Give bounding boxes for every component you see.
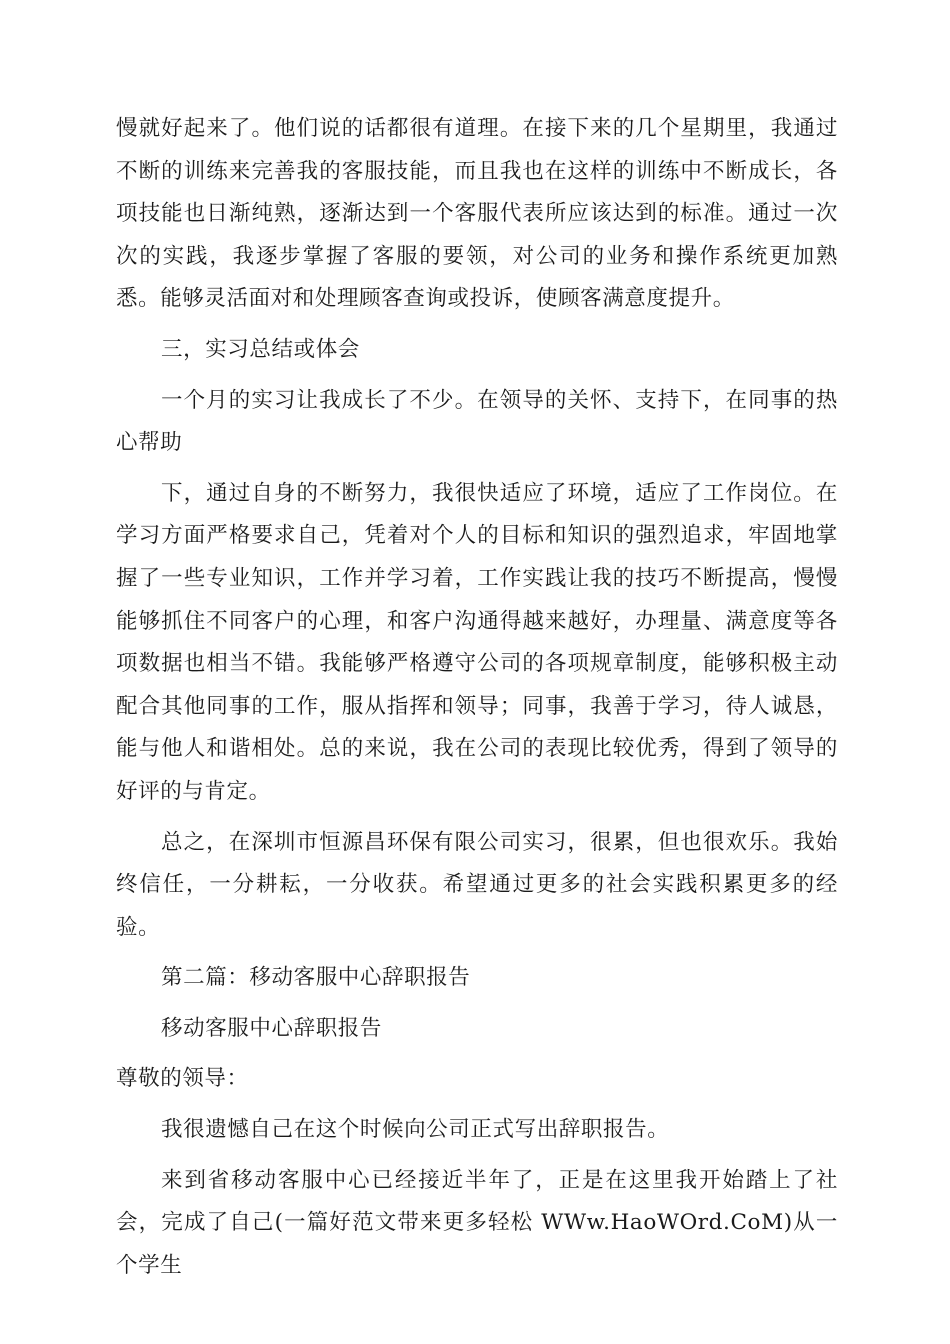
section-heading-part-two: 第二篇：移动客服中心辞职报告: [161, 965, 471, 991]
paragraph-continuation: 慢就好起来了。他们说的话都很有道理。在接下来的几个星期里，我通过不断的训练来完善我的客服技能，而且我也在这样的训练中不断成长，各项技能也日渐纯熟，逐渐达到一个客服代表所应该达到的标准。通过一次次的实践，我逐步掌握了客服的要领，对公司的业务和操作系统更加熟悉。能够灵活面对和处理顾客查询或投诉，使顾客满意度提升。: [116, 116, 838, 312]
paragraph-resignation-body: 来到省移动客服中心已经接近半年了，正是在这里我开始踏上了社会，完成了自己(一篇好范文带来更多轻松 WWw.HaoWOrd.CoM)从一个学生: [116, 1167, 838, 1278]
paragraph-resignation-intro: 我很遗憾自己在这个时候向公司正式写出辞职报告。: [161, 1117, 670, 1143]
resignation-title: 移动客服中心辞职报告: [161, 1015, 383, 1041]
document-body: [116, 108, 838, 1295]
paragraph-conclusion: 总之，在深圳市恒源昌环保有限公司实习，很累，但也很欢乐。我始终信任，一分耕耘，一分收获。希望通过更多的社会实践积累更多的经验。: [116, 829, 838, 940]
section-heading-summary: 三，实习总结或体会: [161, 336, 360, 362]
salutation: 尊敬的领导：: [116, 1066, 249, 1092]
paragraph-internship-growth: 一个月的实习让我成长了不少。在领导的关怀、支持下，在同事的热心帮助: [116, 387, 838, 456]
paragraph-internship-detail: 下，通过自身的不断努力，我很快适应了环境，适应了工作岗位。在学习方面严格要求自己，凭着对个人的目标和知识的强烈追求，牢固地掌握了一些专业知识，工作并学习着，工作实践让我的技巧不断提高，慢慢能够抓住不同客户的心理，和客户沟通得越来越好，办理量、满意度等各项数据也相当不错。我能够严格遵守公司的各项规章制度，能够积极主动配合其他同事的工作，服从指挥和领导；同事，我善于学习，待人诚恳，能与他人和谐相处。总的来说，我在公司的表现比较优秀，得到了领导的好评的与肯定。: [116, 480, 838, 804]
